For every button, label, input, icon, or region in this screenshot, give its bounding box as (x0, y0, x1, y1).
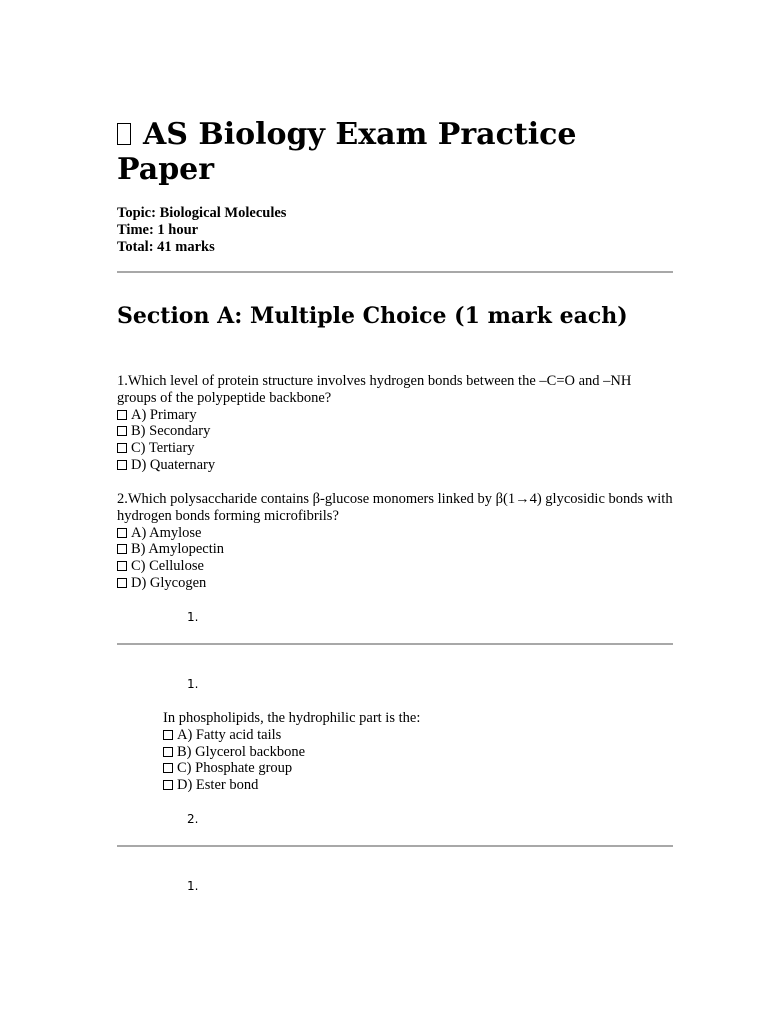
checkbox-icon[interactable] (117, 561, 127, 571)
document-title-text: AS Biology Exam Practice Paper (117, 117, 577, 187)
list-marker: 1. (187, 610, 199, 624)
answer-option[interactable] (117, 558, 673, 575)
question-stem: In phospholipids, the hydrophilic part is the: (163, 710, 421, 726)
answer-option[interactable] (163, 760, 673, 777)
question-3 (163, 710, 673, 794)
list-marker: 1. (187, 677, 199, 691)
exam-meta (117, 205, 286, 256)
option-label: C) Cellulose (131, 558, 204, 575)
exam-total: Total: 41 marks (117, 239, 215, 255)
checkbox-icon[interactable] (163, 747, 173, 757)
question-1 (117, 373, 673, 474)
answer-option[interactable] (163, 727, 673, 744)
checkbox-icon[interactable] (163, 730, 173, 740)
option-label: A) Fatty acid tails (177, 726, 282, 743)
checkbox-icon[interactable] (117, 410, 127, 420)
answer-option[interactable] (117, 525, 673, 542)
answer-option[interactable] (163, 744, 673, 761)
answer-option[interactable] (163, 777, 673, 794)
missing-glyph-icon (117, 123, 131, 145)
option-label: D) Ester bond (177, 777, 259, 794)
exam-topic: Topic: Biological Molecules (117, 205, 287, 221)
option-label: A) Amylose (131, 524, 202, 541)
answer-option[interactable] (117, 407, 673, 424)
question-2 (117, 491, 673, 592)
section-heading: Section A: Multiple Choice (1 mark each) (117, 303, 628, 329)
checkbox-icon[interactable] (117, 528, 127, 538)
option-label: B) Glycerol backbone (177, 743, 306, 760)
option-label: B) Amylopectin (131, 541, 225, 558)
list-marker: 2. (187, 812, 199, 826)
checkbox-icon[interactable] (117, 443, 127, 453)
checkbox-icon[interactable] (163, 780, 173, 790)
divider (117, 271, 673, 273)
divider (117, 643, 673, 645)
list-marker: 1. (187, 879, 199, 893)
checkbox-icon[interactable] (117, 578, 127, 588)
checkbox-icon[interactable] (117, 460, 127, 470)
question-stem: 2.Which polysaccharide contains β-glucose monomers linked by β(1→4) glycosidic bonds with hydrogen bonds forming microfibrils? (117, 491, 673, 524)
checkbox-icon[interactable] (117, 426, 127, 436)
answer-option[interactable] (117, 423, 673, 440)
checkbox-icon[interactable] (163, 763, 173, 773)
answer-option[interactable] (117, 541, 673, 558)
option-label: C) Phosphate group (177, 760, 293, 777)
question-stem: 1.Which level of protein structure involves hydrogen bonds between the –C=O and –NH groups of the polypeptide backbone? (117, 373, 632, 406)
option-label: A) Primary (131, 406, 197, 423)
option-label: C) Tertiary (131, 440, 195, 457)
answer-option[interactable] (117, 575, 673, 592)
answer-option[interactable] (117, 457, 673, 474)
option-label: D) Quaternary (131, 456, 216, 473)
answer-option[interactable] (117, 440, 673, 457)
checkbox-icon[interactable] (117, 544, 127, 554)
document-title (117, 117, 673, 187)
exam-time: Time: 1 hour (117, 222, 199, 238)
option-label: B) Secondary (131, 423, 211, 440)
divider (117, 845, 673, 847)
option-label: D) Glycogen (131, 574, 207, 591)
